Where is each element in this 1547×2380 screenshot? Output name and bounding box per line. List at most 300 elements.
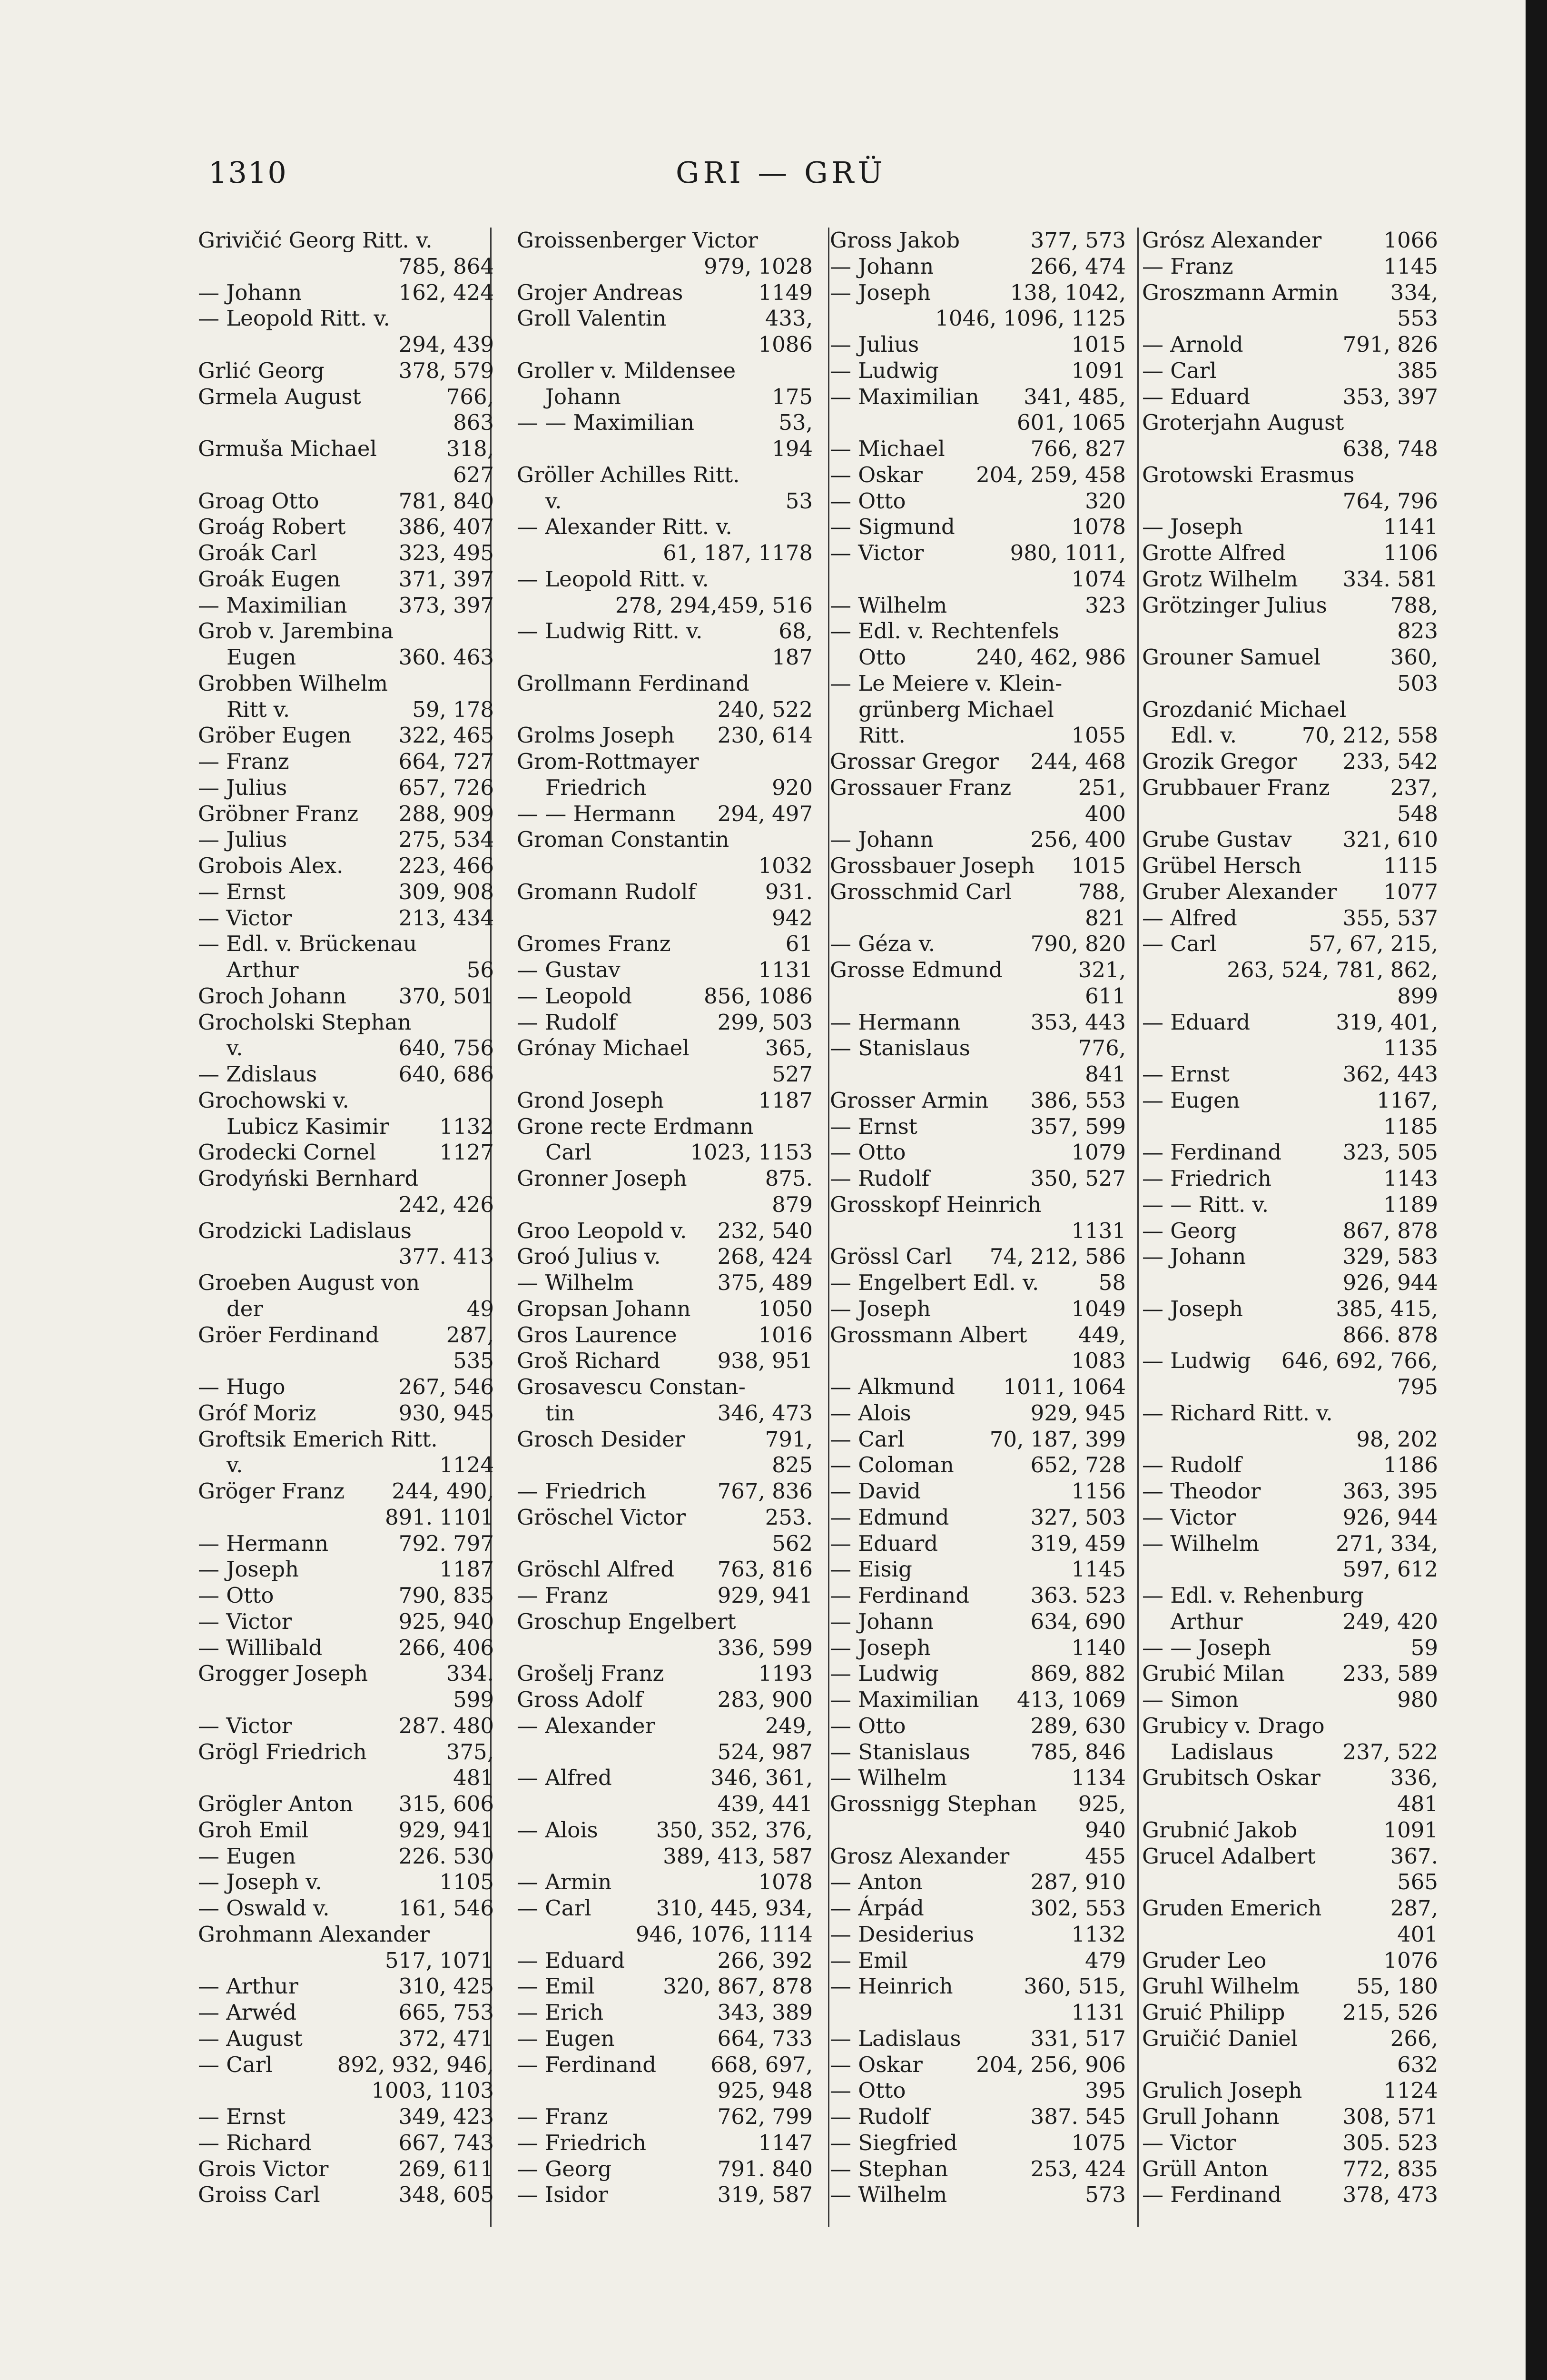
entry-name: Grouner Samuel xyxy=(1142,645,1321,670)
entry-name: Grob v. Jarembina xyxy=(198,618,394,644)
entry-name: Grosschmid Carl xyxy=(830,879,1012,904)
entry-name: — Johann xyxy=(830,1608,934,1634)
index-entry xyxy=(830,1218,1126,1244)
entry-page-refs: 385 xyxy=(1397,357,1438,383)
index-entry xyxy=(198,1374,494,1400)
entry-page-refs: 1076 xyxy=(1383,1947,1438,1973)
entry-name: Grodecki Cornel xyxy=(198,1140,376,1165)
entry-page-refs: 334. xyxy=(446,1661,494,1686)
entry-page-refs: 268, 424 xyxy=(717,1244,813,1269)
entry-name: — Victor xyxy=(198,1713,292,1738)
index-entry xyxy=(1142,1088,1438,1114)
entry-page-refs: 1143 xyxy=(1383,1166,1438,1191)
index-entry xyxy=(830,540,1126,566)
index-entry xyxy=(517,1010,813,1036)
entry-page-refs: 55, 180 xyxy=(1356,1973,1438,1999)
entry-name: — Géza v. xyxy=(830,931,936,957)
entry-page-refs: 323, 505 xyxy=(1342,1140,1438,1165)
index-entry xyxy=(198,1687,494,1713)
entry-page-refs: 1055 xyxy=(1071,723,1126,748)
entry-name: — Otto xyxy=(198,1583,274,1608)
entry-page-refs: 926, 944 xyxy=(1342,1270,1438,1295)
entry-name: — Franz xyxy=(517,2104,608,2129)
entry-page-refs: 1015 xyxy=(1071,332,1126,357)
index-entry xyxy=(1142,1348,1438,1374)
entry-page-refs: 517, 1071 xyxy=(384,1947,494,1973)
index-entry xyxy=(830,1948,1126,1974)
entry-page-refs: 1193 xyxy=(758,1661,813,1686)
index-entry xyxy=(198,384,494,410)
index-entry xyxy=(198,1322,494,1349)
index-entry xyxy=(830,1296,1126,1322)
entry-page-refs: 548 xyxy=(1397,801,1438,826)
index-entry xyxy=(198,1791,494,1817)
index-entry xyxy=(1142,514,1438,540)
entry-page-refs: 387. 545 xyxy=(1030,2104,1126,2129)
entry-page-refs: 565 xyxy=(1397,1869,1438,1895)
index-column-3 xyxy=(830,228,1126,2244)
index-entry xyxy=(517,2130,813,2156)
entry-page-refs: 785, 864 xyxy=(398,253,494,279)
index-entry xyxy=(517,1270,813,1296)
entry-page-refs: 256, 400 xyxy=(1030,827,1126,853)
entry-name: — Eduard xyxy=(517,1947,625,1973)
index-entry xyxy=(198,1140,494,1166)
entry-page-refs: 251, xyxy=(1078,774,1126,800)
entry-name: — Johann xyxy=(198,279,302,305)
index-entry xyxy=(1142,593,1438,619)
entry-name: — Georg xyxy=(1142,1218,1237,1243)
entry-name: Grubitsch Oskar xyxy=(1142,1765,1320,1791)
entry-name: — Victor xyxy=(198,905,292,931)
index-entry xyxy=(830,1478,1126,1505)
index-entry xyxy=(517,1687,813,1713)
index-entry xyxy=(198,2078,494,2104)
entry-name: Grónay Michael xyxy=(517,1035,690,1061)
entry-name: Grivičić Georg Ritt. v. xyxy=(198,228,433,253)
index-entry xyxy=(830,332,1126,358)
entry-name: — Joseph v. xyxy=(198,1869,322,1895)
entry-name: v. xyxy=(227,1035,243,1061)
entry-name: — Wilhelm xyxy=(1142,1530,1260,1556)
entry-page-refs: 1134 xyxy=(1071,1765,1126,1791)
index-entry xyxy=(198,749,494,775)
entry-name: — Wilhelm xyxy=(830,1765,947,1791)
index-entry xyxy=(830,280,1126,306)
index-entry xyxy=(1142,1609,1438,1635)
entry-name: Groeben August von xyxy=(198,1270,420,1295)
index-entry xyxy=(517,358,813,384)
entry-name: — Eugen xyxy=(517,2025,615,2051)
entry-name: — August xyxy=(198,2025,303,2051)
index-entry xyxy=(517,384,813,410)
entry-page-refs: 138, 1042, xyxy=(1010,279,1126,305)
index-entry xyxy=(1142,462,1438,488)
entry-page-refs: 931. xyxy=(765,879,813,904)
entry-name: Gröschel Victor xyxy=(517,1504,686,1530)
index-entry xyxy=(517,905,813,932)
entry-page-refs: 1131 xyxy=(758,957,813,982)
entry-page-refs: 230, 614 xyxy=(717,723,813,748)
entry-name: Groll Valentin xyxy=(517,306,667,331)
entry-page-refs: 61 xyxy=(785,931,813,957)
entry-name: Gröller Achilles Ritt. xyxy=(517,462,740,487)
index-entry xyxy=(198,931,494,957)
entry-name: der xyxy=(227,1296,263,1321)
entry-name: Grochowski v. xyxy=(198,1087,349,1113)
entry-page-refs: 879 xyxy=(772,1191,813,1217)
entry-name: Grolms Joseph xyxy=(517,723,675,748)
entry-page-refs: 395 xyxy=(1085,2078,1126,2103)
entry-page-refs: 795 xyxy=(1397,1374,1438,1399)
entry-name: Grotowski Erasmus xyxy=(1142,462,1355,487)
index-entry xyxy=(830,1035,1126,1061)
entry-name: Groissenberger Victor xyxy=(517,228,758,253)
entry-page-refs: 321, xyxy=(1078,957,1126,982)
entry-name: Groo Leopold v. xyxy=(517,1218,687,1243)
entry-page-refs: 926, 944 xyxy=(1342,1504,1438,1530)
index-entry xyxy=(1142,1296,1438,1322)
entry-page-refs: 175 xyxy=(772,384,813,409)
index-entry xyxy=(517,983,813,1010)
entry-name: Grössl Carl xyxy=(830,1244,952,1269)
entry-page-refs: 348, 605 xyxy=(398,2182,494,2208)
index-entry xyxy=(1142,618,1438,645)
entry-name: — Franz xyxy=(198,749,289,774)
entry-name: — Theodor xyxy=(1142,1478,1261,1504)
entry-name: — Sigmund xyxy=(830,514,955,540)
index-entry xyxy=(830,1869,1126,1895)
entry-name: Grošelj Franz xyxy=(517,1661,664,1686)
entry-page-refs: 611 xyxy=(1085,983,1126,1009)
entry-name: — Stanislaus xyxy=(830,1035,970,1061)
entry-page-refs: 378, 579 xyxy=(398,357,494,383)
entry-page-refs: 53, xyxy=(778,410,813,436)
index-entry xyxy=(830,2182,1126,2208)
index-entry xyxy=(1142,566,1438,593)
index-entry xyxy=(198,1973,494,2000)
index-entry xyxy=(198,1713,494,1739)
entry-page-refs: 385, 415, xyxy=(1336,1296,1438,1321)
entry-name: Grmela August xyxy=(198,384,361,409)
entry-page-refs: 646, 692, 766, xyxy=(1281,1348,1438,1374)
entry-page-refs: 1167, xyxy=(1377,1087,1438,1113)
index-entry xyxy=(830,1531,1126,1557)
entry-name: — Ferdinand xyxy=(517,2052,657,2077)
entry-name: — Ferdinand xyxy=(830,1583,970,1608)
entry-page-refs: 244, 468 xyxy=(1030,749,1126,774)
entry-page-refs: 233, 589 xyxy=(1342,1661,1438,1686)
index-entry xyxy=(1142,1583,1438,1609)
entry-name: — Carl xyxy=(830,1426,905,1452)
entry-name: — Joseph xyxy=(830,1635,931,1660)
entry-page-refs: 299, 503 xyxy=(717,1009,813,1035)
index-columns xyxy=(190,228,1438,2244)
entry-name: — Michael xyxy=(830,436,945,461)
entry-page-refs: 503 xyxy=(1397,670,1438,696)
index-entry xyxy=(198,1922,494,1948)
entry-page-refs: 320, 867, 878 xyxy=(663,1973,813,1999)
entry-name: — Maximilian xyxy=(830,1687,979,1712)
entry-name: Ritt. xyxy=(858,723,906,748)
entry-name: — Oswald v. xyxy=(198,1895,330,1921)
index-entry xyxy=(1142,1895,1438,1922)
entry-page-refs: 215, 526 xyxy=(1342,2000,1438,2025)
entry-name: — Coloman xyxy=(830,1452,954,1478)
index-entry xyxy=(198,436,494,462)
entry-name: — Alois xyxy=(830,1400,911,1426)
entry-page-refs: 449, xyxy=(1078,1322,1126,1348)
entry-page-refs: 455 xyxy=(1085,1843,1126,1869)
entry-page-refs: 341, 485, xyxy=(1024,384,1126,409)
entry-name: — Eduard xyxy=(1142,384,1251,409)
entry-page-refs: 271, 334, xyxy=(1336,1530,1438,1556)
entry-page-refs: 785, 846 xyxy=(1030,1739,1126,1765)
entry-page-refs: 776, xyxy=(1078,1035,1126,1061)
entry-name: — Carl xyxy=(1142,931,1217,957)
index-entry xyxy=(198,410,494,436)
index-entry xyxy=(517,228,813,254)
entry-page-refs: 266, 392 xyxy=(717,1947,813,1973)
entry-name: — Alois xyxy=(517,1817,598,1843)
entry-page-refs: 336, 599 xyxy=(717,1635,813,1660)
entry-page-refs: 892, 932, 946, xyxy=(337,2052,494,2077)
entry-name: — David xyxy=(830,1478,921,1504)
entry-page-refs: 355, 537 xyxy=(1342,905,1438,931)
entry-name: Groman Constantin xyxy=(517,827,729,853)
entry-page-refs: 68, xyxy=(778,618,813,644)
index-entry xyxy=(198,1010,494,1036)
entry-page-refs: 791, 826 xyxy=(1342,332,1438,357)
entry-name: Arthur xyxy=(1171,1608,1243,1634)
entry-name: Groller v. Mildensee xyxy=(517,357,736,383)
index-entry xyxy=(198,2130,494,2156)
entry-name: Groág Robert xyxy=(198,514,346,540)
entry-page-refs: 318, xyxy=(446,436,494,461)
index-entry xyxy=(830,2104,1126,2130)
entry-page-refs: 762, 799 xyxy=(717,2104,813,2129)
index-entry xyxy=(198,905,494,932)
entry-page-refs: 321, 610 xyxy=(1342,827,1438,853)
index-entry xyxy=(517,1765,813,1791)
entry-page-refs: 373, 397 xyxy=(398,592,494,618)
entry-name: Ladislaus xyxy=(1171,1739,1274,1765)
entry-name: — — Hermann xyxy=(517,801,676,826)
entry-page-refs: 161, 546 xyxy=(398,1895,494,1921)
index-entry xyxy=(198,566,494,593)
entry-name: Grögl Friedrich xyxy=(198,1739,367,1765)
index-entry xyxy=(517,1948,813,1974)
entry-name: — Stephan xyxy=(830,2156,948,2182)
entry-name: — Rudolf xyxy=(1142,1452,1242,1478)
entry-page-refs: 204, 259, 458 xyxy=(976,462,1126,487)
entry-name: Grübel Hersch xyxy=(1142,853,1302,878)
entry-name: Friedrich xyxy=(545,774,647,800)
entry-page-refs: 1049 xyxy=(1071,1296,1126,1321)
entry-page-refs: 162, 424 xyxy=(398,279,494,305)
entry-page-refs: 194 xyxy=(772,436,813,461)
entry-name: Grulich Joseph xyxy=(1142,2078,1302,2103)
index-entry xyxy=(198,1218,494,1244)
entry-page-refs: 58 xyxy=(1098,1270,1126,1295)
entry-name: Gröschl Alfred xyxy=(517,1557,675,1582)
entry-page-refs: 790, 835 xyxy=(398,1583,494,1608)
entry-page-refs: 302, 553 xyxy=(1030,1895,1126,1921)
entry-name: tin xyxy=(545,1400,575,1426)
entry-page-refs: 370, 501 xyxy=(398,983,494,1009)
index-entry xyxy=(1142,2156,1438,2182)
entry-page-refs: 253, 424 xyxy=(1030,2156,1126,2182)
entry-name: — Eugen xyxy=(1142,1087,1240,1113)
index-entry xyxy=(1142,436,1438,462)
index-entry xyxy=(830,384,1126,410)
entry-page-refs: 929, 945 xyxy=(1030,1400,1126,1426)
index-entry xyxy=(830,306,1126,332)
entry-name: — Joseph xyxy=(1142,1296,1243,1321)
entry-name: — Otto xyxy=(830,1140,906,1165)
index-entry xyxy=(1142,540,1438,566)
index-entry xyxy=(1142,1244,1438,1270)
index-column-4 xyxy=(1142,228,1438,2244)
index-entry xyxy=(517,1166,813,1192)
entry-page-refs: 481 xyxy=(453,1765,494,1791)
entry-page-refs: 1187 xyxy=(439,1557,494,1582)
entry-page-refs: 1091 xyxy=(1071,357,1126,383)
entry-name: Groák Eugen xyxy=(198,566,341,592)
entry-page-refs: 1011, 1064 xyxy=(1003,1374,1126,1399)
index-entry xyxy=(517,1322,813,1349)
entry-name: Gronner Joseph xyxy=(517,1166,687,1191)
index-entry xyxy=(517,1505,813,1531)
index-entry xyxy=(830,436,1126,462)
entry-page-refs: 766, 827 xyxy=(1030,436,1126,461)
entry-name: Grubbauer Franz xyxy=(1142,774,1330,800)
index-entry xyxy=(1142,1140,1438,1166)
index-entry xyxy=(830,1374,1126,1400)
index-entry xyxy=(1142,749,1438,775)
index-entry xyxy=(198,1635,494,1661)
entry-page-refs: 772, 835 xyxy=(1342,2156,1438,2182)
entry-page-refs: 875. xyxy=(765,1166,813,1191)
entry-page-refs: 360, xyxy=(1390,645,1438,670)
index-entry xyxy=(830,827,1126,853)
index-entry xyxy=(198,775,494,801)
index-entry xyxy=(517,436,813,462)
index-entry xyxy=(198,1765,494,1791)
index-entry xyxy=(830,618,1126,645)
index-entry xyxy=(198,2000,494,2026)
index-entry xyxy=(1142,1322,1438,1349)
entry-name: — Wilhelm xyxy=(830,2182,947,2208)
index-entry xyxy=(1142,1166,1438,1192)
index-entry xyxy=(517,1895,813,1922)
index-entry xyxy=(517,1374,813,1400)
entry-page-refs: 597, 612 xyxy=(1342,1557,1438,1582)
entry-name: — Ludwig Ritt. v. xyxy=(517,618,703,644)
index-entry xyxy=(830,1166,1126,1192)
index-entry xyxy=(198,879,494,905)
entry-page-refs: 310, 445, 934, xyxy=(656,1895,813,1921)
entry-page-refs: 1186 xyxy=(1383,1452,1438,1478)
index-entry xyxy=(830,566,1126,593)
index-entry xyxy=(517,1061,813,1088)
index-entry xyxy=(1142,1010,1438,1036)
entry-name: — Richard Ritt. v. xyxy=(1142,1400,1333,1426)
entry-name: Grosse Edmund xyxy=(830,957,1003,982)
entry-name: Grois Victor xyxy=(198,2156,329,2182)
entry-page-refs: 562 xyxy=(772,1530,813,1556)
index-entry xyxy=(830,2052,1126,2078)
index-entry xyxy=(517,2026,813,2052)
index-entry xyxy=(830,2078,1126,2104)
entry-page-refs: 240, 522 xyxy=(717,696,813,722)
entry-name: — Árpád xyxy=(830,1895,924,1921)
index-entry xyxy=(1142,332,1438,358)
index-entry xyxy=(1142,723,1438,749)
entry-name: — Ludwig xyxy=(830,1661,939,1686)
entry-name: Grohmann Alexander xyxy=(198,1921,430,1947)
entry-name: — Arthur xyxy=(198,1973,298,1999)
entry-name: Gros Laurence xyxy=(517,1322,677,1348)
entry-name: — Simon xyxy=(1142,1687,1239,1712)
index-entry xyxy=(517,749,813,775)
entry-page-refs: 367. xyxy=(1390,1843,1438,1869)
entry-name: — Eugen xyxy=(198,1843,296,1869)
entry-page-refs: 481 xyxy=(1397,1791,1438,1816)
entry-page-refs: 386, 407 xyxy=(398,514,494,540)
index-entry xyxy=(198,1166,494,1192)
entry-page-refs: 665, 753 xyxy=(398,2000,494,2025)
entry-name: v. xyxy=(227,1452,243,1478)
index-entry xyxy=(830,514,1126,540)
index-entry xyxy=(830,2000,1126,2026)
entry-page-refs: 925, xyxy=(1078,1791,1126,1816)
index-entry xyxy=(198,2026,494,2052)
index-entry xyxy=(517,1140,813,1166)
entry-name: — Edmund xyxy=(830,1504,949,1530)
entry-name: Grotte Alfred xyxy=(1142,540,1286,565)
index-entry xyxy=(198,462,494,488)
entry-name: — Leopold Ritt. v. xyxy=(198,306,390,331)
entry-page-refs: 240, 462, 986 xyxy=(976,645,1126,670)
entry-page-refs: 287. 480 xyxy=(398,1713,494,1738)
entry-name: — Friedrich xyxy=(517,2130,646,2155)
entry-page-refs: 336, xyxy=(1390,1765,1438,1791)
entry-page-refs: 640, 686 xyxy=(398,1061,494,1087)
entry-name: Gröger Franz xyxy=(198,1478,345,1504)
entry-page-refs: 891. 1101 xyxy=(384,1504,494,1530)
entry-page-refs: 74, 212, 586 xyxy=(989,1244,1126,1269)
entry-page-refs: 319, 401, xyxy=(1336,1009,1438,1035)
entry-page-refs: 668, 697, xyxy=(710,2052,813,2077)
entry-page-refs: 1075 xyxy=(1071,2130,1126,2155)
index-entry xyxy=(517,775,813,801)
index-entry xyxy=(198,1531,494,1557)
entry-page-refs: 980 xyxy=(1397,1687,1438,1712)
index-entry xyxy=(517,879,813,905)
entry-page-refs: 433, xyxy=(765,306,813,331)
index-entry xyxy=(198,1817,494,1844)
index-entry xyxy=(830,1922,1126,1948)
entry-name: — Julius xyxy=(830,332,919,357)
entry-page-refs: 287, xyxy=(1390,1895,1438,1921)
entry-page-refs: 187 xyxy=(772,645,813,670)
entry-name: — Leopold xyxy=(517,983,632,1009)
entry-page-refs: 1149 xyxy=(758,279,813,305)
entry-page-refs: 59 xyxy=(1410,1635,1438,1660)
entry-name: — Rudolf xyxy=(830,2104,930,2129)
index-entry xyxy=(198,1348,494,1374)
